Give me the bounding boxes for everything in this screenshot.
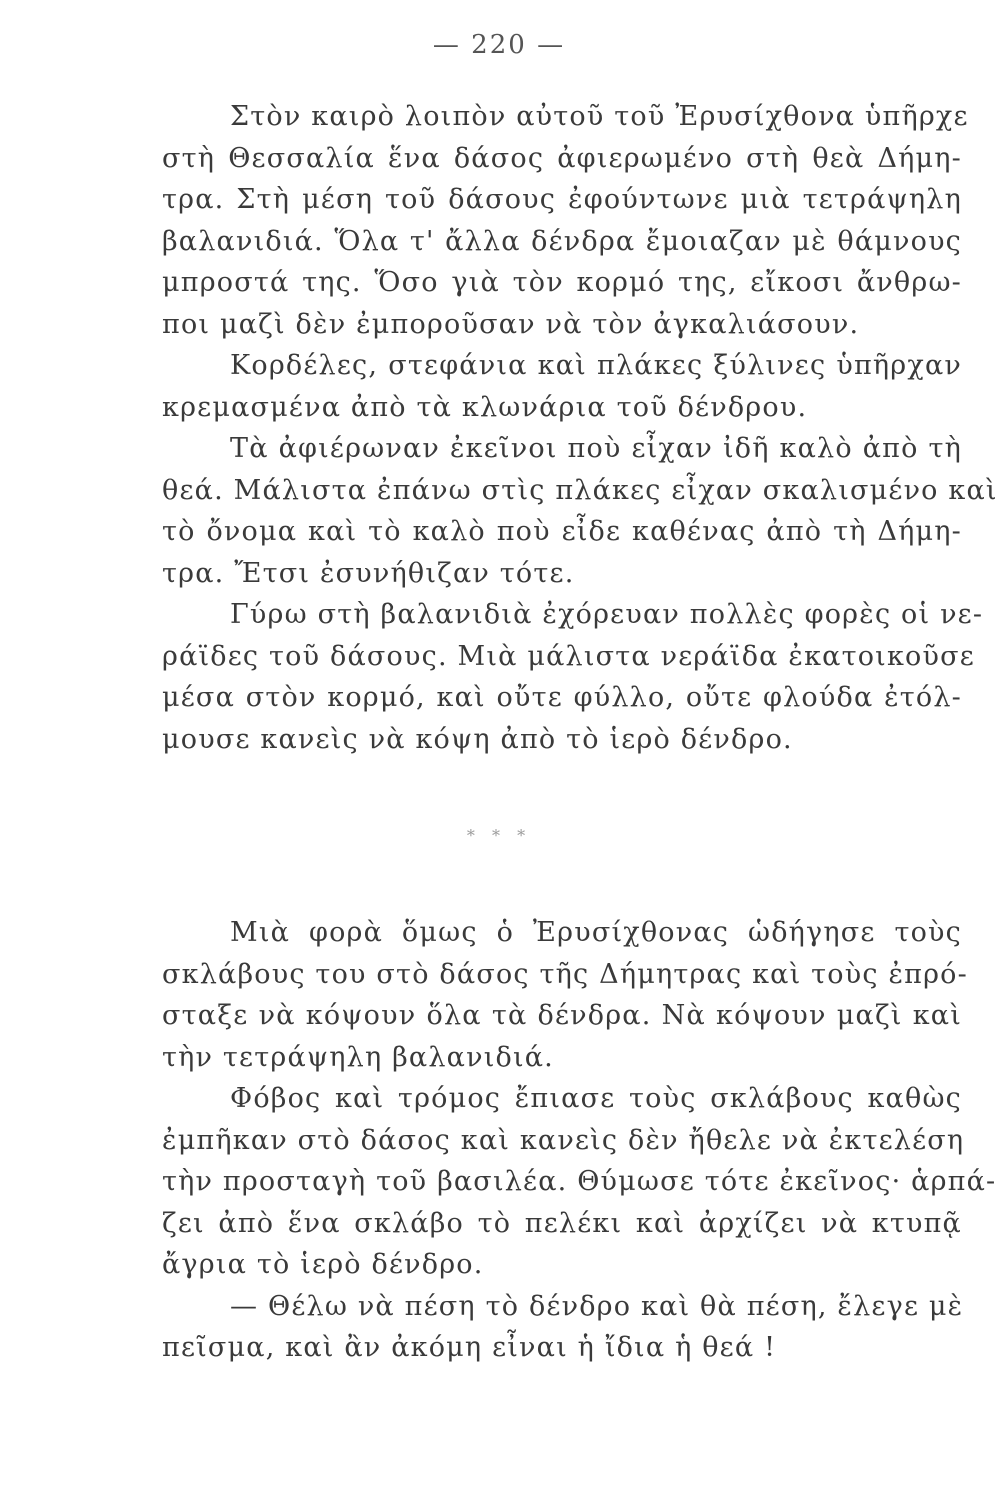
text-line: ζει ἀπὸ ἕνα σκλάβο τὸ πελέκι καὶ ἀρχίζει νὰ κτυπᾷ	[162, 1207, 962, 1239]
text-line: ράϊδες τοῦ δάσους. Μιὰ μάλιστα νεράϊδα ἐκατοικοῦσε	[162, 640, 975, 672]
text-line: σταξε νὰ κόψουν ὅλα τὰ δένδρα. Νὰ κόψουν μαζὶ καὶ	[162, 1000, 962, 1031]
text-line: Στὸν καιρὸ λοιπὸν αὐτοῦ τοῦ Ἐρυσίχθονα ὑπῆρχε	[230, 101, 969, 132]
text-line: ποι μαζὶ δὲν ἐμποροῦσαν νὰ τὸν ἀγκαλιάσουν.	[162, 308, 860, 340]
text-line: τὴν προσταγὴ τοῦ βασιλέα. Θύμωσε τότε ἐκεῖνος· ἁρπά-	[162, 1166, 997, 1197]
page-number: — 220 —	[432, 30, 566, 60]
text-line: στὴ Θεσσαλία ἕνα δάσος ἀφιερωμένο στὴ θεὰ Δήμη-	[162, 142, 962, 174]
text-line: μουσε κανεὶς νὰ κόψη ἀπὸ τὸ ἱερὸ δένδρο.	[162, 723, 793, 755]
text-line: Γύρω στὴ βαλανιδιὰ ἐχόρευαν πολλὲς φορὲς οἱ νε-	[230, 599, 984, 630]
text-block-first	[162, 96, 998, 760]
text-line: τρα. Στὴ μέση τοῦ δάσους ἐφούντωνε μιὰ τετράψηλη	[162, 184, 962, 215]
text-line: Τὰ ἀφιέρωναν ἐκεῖνοι ποὺ εἶχαν ἰδῆ καλὸ ἀπὸ τὴ	[230, 433, 962, 464]
section-separator: * * *	[466, 826, 532, 845]
text-block-second	[162, 912, 997, 1369]
text-line: θεά. Μάλιστα ἐπάνω στὶς πλάκες εἶχαν σκαλισμένο καὶ	[162, 474, 998, 506]
text-line: κρεμασμένα ἀπὸ τὰ κλωνάρια τοῦ δένδρου.	[162, 391, 808, 423]
text-line: μέσα στὸν κορμό, καὶ οὔτε φύλλο, οὔτε φλούδα ἐτόλ-	[162, 682, 962, 713]
text-line: Μιὰ φορὰ ὅμως ὁ Ἐρυσίχθονας ὡδήγησε τοὺς	[230, 917, 962, 948]
text-line: τὸ ὄνομα καὶ τὸ καλὸ ποὺ εἶδε καθένας ἀπὸ τὴ Δήμη-	[162, 516, 962, 547]
text-line: πεῖσμα, καὶ ἂν ἀκόμη εἶναι ἡ ἴδια ἡ θεά !	[162, 1332, 777, 1363]
text-line: Κορδέλες, στεφάνια καὶ πλάκες ξύλινες ὑπῆρχαν	[230, 350, 962, 381]
text-line: — Θέλω νὰ πέση τὸ δένδρο καὶ θὰ πέση, ἔλεγε μὲ	[230, 1290, 964, 1322]
text-line: μπροστά της. Ὅσο γιὰ τὸν κορμό της, εἴκοσι ἄνθρω-	[162, 267, 962, 298]
text-line: τὴν τετράψηλη βαλανιδιά.	[162, 1041, 554, 1073]
text-line: Φόβος καὶ τρόμος ἔπιασε τοὺς σκλάβους καθὼς	[230, 1083, 962, 1114]
text-line: τρα. Ἔτσι ἐσυνήθιζαν τότε.	[162, 557, 575, 589]
text-line: ἄγρια τὸ ἱερὸ δένδρο.	[162, 1249, 484, 1280]
text-line: σκλάβους του στὸ δάσος τῆς Δήμητρας καὶ τοὺς ἐπρό-	[162, 958, 968, 990]
text-line: βαλανιδιά. Ὅλα τ' ἄλλα δένδρα ἔμοιαζαν μὲ θάμνους	[162, 225, 962, 257]
text-line: ἐμπῆκαν στὸ δάσος καὶ κανεὶς δὲν ἤθελε νὰ ἐκτελέση	[162, 1124, 965, 1156]
